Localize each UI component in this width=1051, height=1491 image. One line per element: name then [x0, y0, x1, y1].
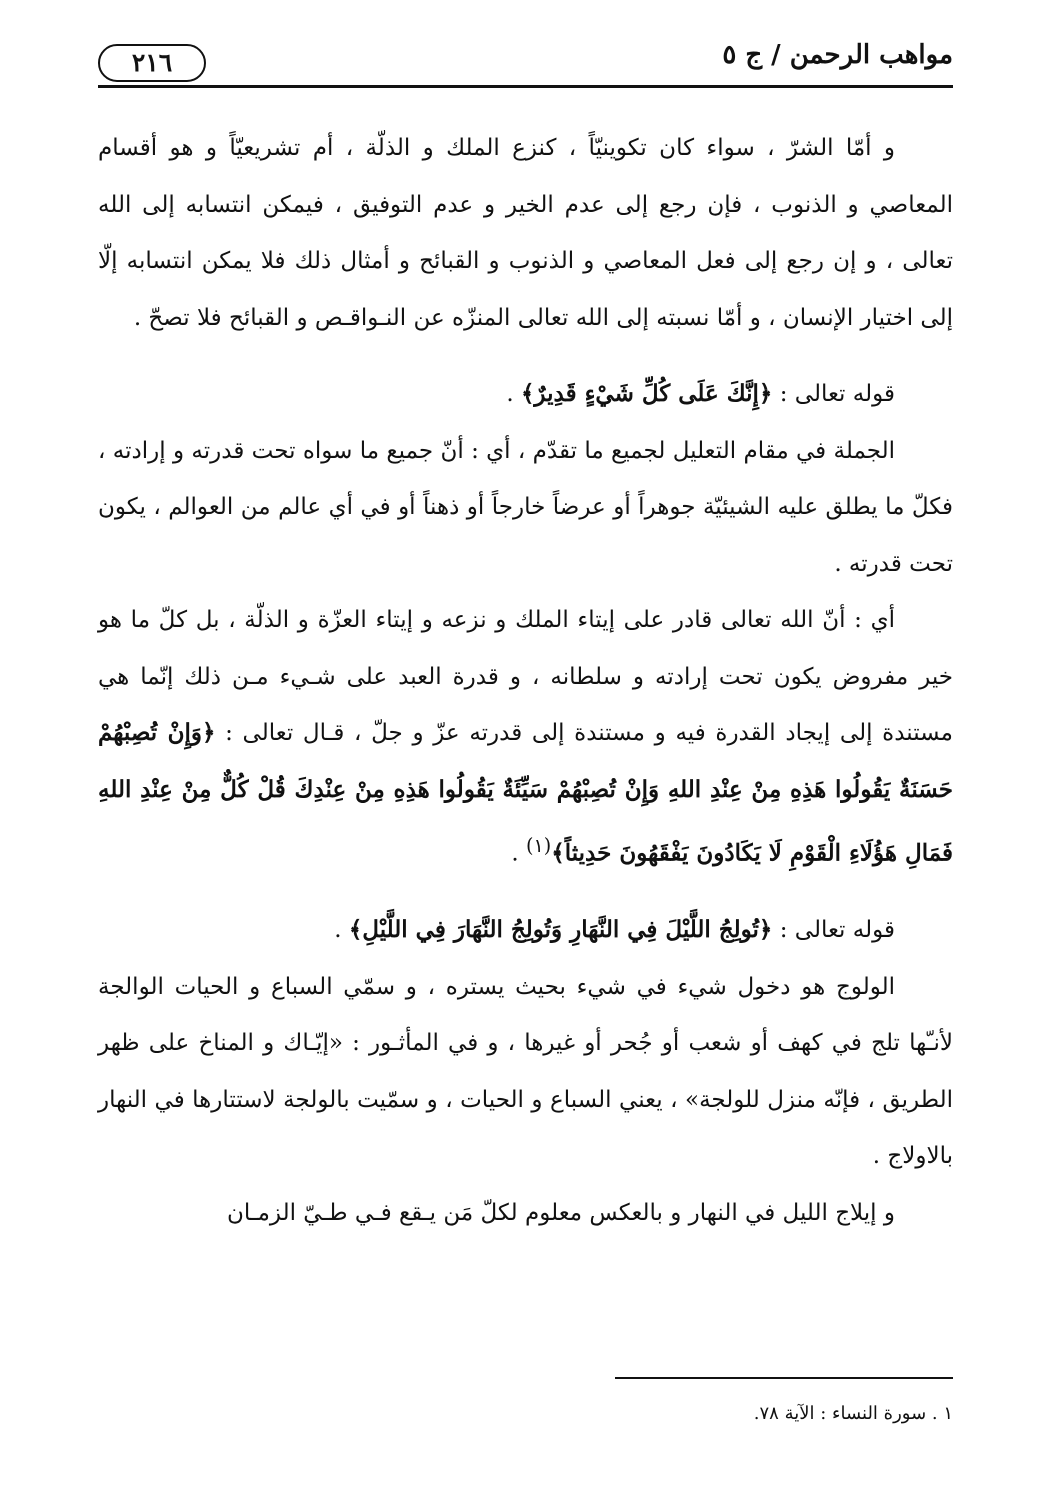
quranic-verse: ﴿وَإِنْ تُصِبْهُمْ حَسَنَةٌ يَقُولُوا هَذِهِ مِنْ عِنْدِ اللهِ وَإِنْ تُصِبْهُمْ سَيِّئَةٌ يَقُولُوا هَذِهِ مِنْ عِنْدِكَ قُلْ كُلٌّ مِنْ عِنْدِ اللهِ فَمَالِ هَؤُلَاءِ الْقَوْمِ لَا يَكَادُونَ يَفْقَهُونَ حَدِيثاً﴾ — [98, 719, 953, 867]
paragraph-ilaj: و إيلاج الليل في النهار و بالعكس معلوم لكلّ مَن يـقع فـي طـيّ الزمـان — [226, 1199, 895, 1226]
header-rule — [98, 85, 953, 88]
section-gap — [98, 882, 953, 902]
paragraph-text: أي : أنّ الله تعالى قادر على إيتاء الملك و نزعه و إيتاء العزّة و الذلّة ، بل كلّ ما هو خير مفروض يكون تحت إرادته و سلطانه ، و قدرة العبد على شـيء مـن ذلك إنّما هي مستندة إلى إيجاد القدرة فيه و مستندة إلى قدرته عزّ و جلّ ، قـال تعالى : — [98, 607, 953, 746]
verse-outro: . — [334, 917, 349, 944]
footnote: ١ . سورة النساء : الآية ٧٨. — [753, 1403, 953, 1424]
verse-intro: قوله تعالى : — [772, 381, 895, 407]
running-header-title: مواهب الرحمن / ج ٥ — [722, 40, 953, 70]
footnote-divider — [615, 1377, 953, 1379]
verse-heading-night-day — [98, 902, 953, 959]
paragraph-wuluj-definition: الولوج هو دخول شيء في شيء بحيث يستره ، و سمّي السباع و الحيات الوالجة لأنـّها تلج في كهف أو شعب أو جُحر أو غيرها ، و في المأثـور : «إيّـاك و المناخ على ظهر الطريق ، فإنّه منزل للولجة» ، يعني السباع و الحيات ، و سمّيت بالولجة لاستتارها في النهار بالاولاج . — [98, 973, 953, 1170]
quranic-verse: ﴿إِنَّكَ عَلَى كُلِّ شَيْءٍ قَدِيرٌ﴾ — [520, 380, 773, 407]
paragraph-explanation: الجملة في مقام التعليل لجميع ما تقدّم ، أي : أنّ جميع ما سواه تحت قدرته و إرادته ، فكلّ ما يطلق عليه الشيئيّة جوهراً أو عرضاً خارجاً أو ذهناً أو في أي عالم من العوالم ، يكون تحت قدرته . — [98, 437, 953, 577]
footnote-marker: (١) — [525, 834, 552, 857]
verse-intro: قوله تعالى : — [772, 917, 895, 944]
verse-outro: . — [506, 381, 521, 407]
main-text — [98, 120, 953, 1241]
verse-outro: . — [511, 840, 526, 867]
page-number-badge: ٢١٦ — [98, 44, 206, 82]
page-header — [98, 36, 953, 88]
verse-heading-omnipotence — [98, 366, 953, 423]
paragraph-divine-power — [98, 592, 953, 882]
section-gap — [98, 346, 953, 366]
quranic-verse: ﴿تُولِجُ اللَّيْلَ فِي النَّهَارِ وَتُولِجُ النَّهَارَ فِي اللَّيْلِ﴾ — [348, 916, 773, 944]
paragraph-evil-attribution: و أمّا الشرّ ، سواء كان تكوينيّاً ، كنزع الملك و الذلّة ، أم تشريعيّاً و هو أقسام المعاصي و الذنوب ، فإن رجع إلى عدم الخير و عدم التوفيق ، فيمكن انتسابه إلى الله تعالى ، و إن رجع إلى فعل المعاصي و الذنوب و القبائح و أمثال ذلك فلا يمكن انتسابه إلّا إلى اختيار الإنسان ، و أمّا نسبته إلى الله تعالى المنزّه عن النـواقـص و القبائح فلا تصحّ . — [98, 135, 953, 331]
